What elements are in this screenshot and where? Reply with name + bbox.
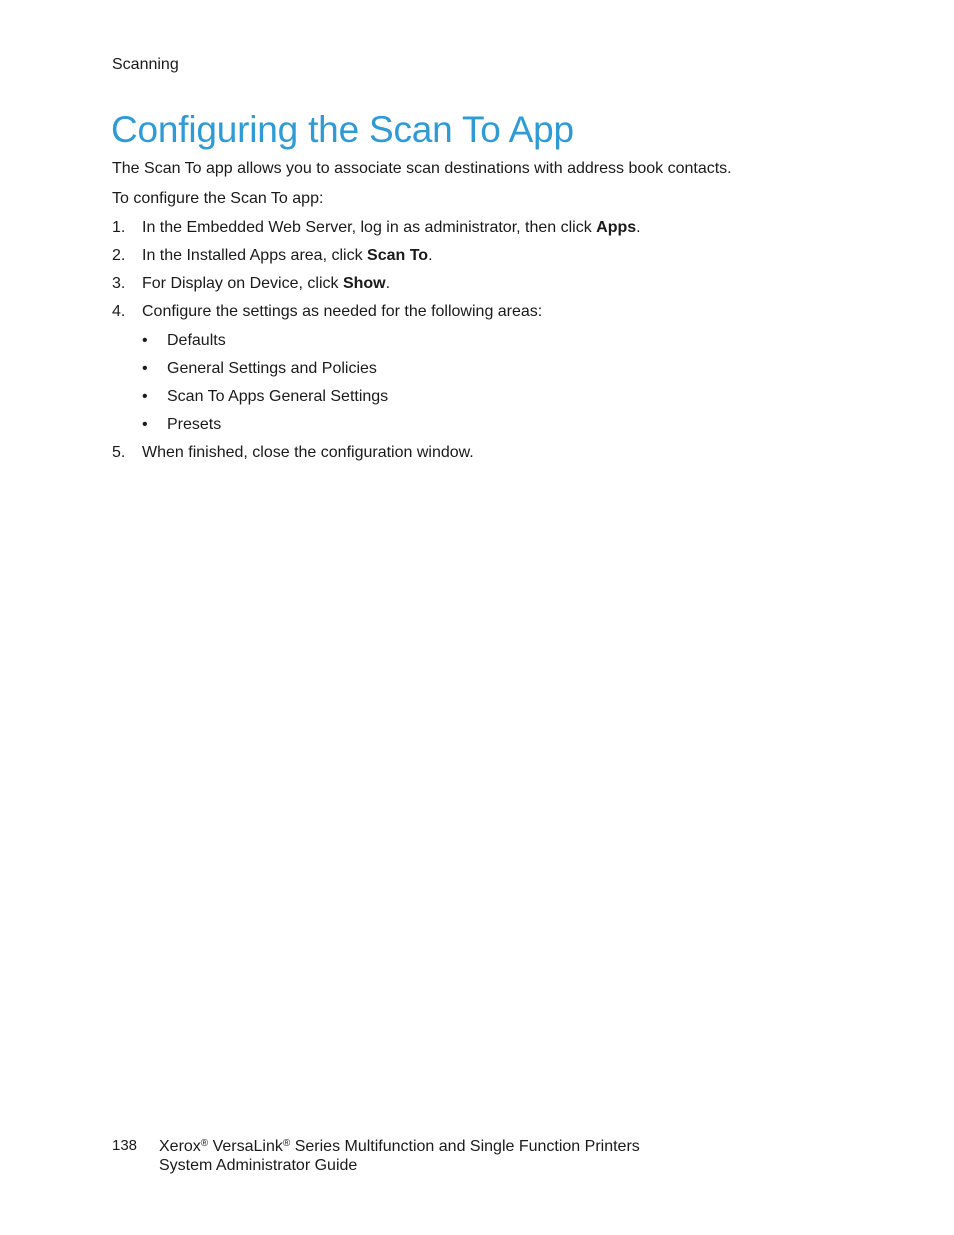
lead-in-paragraph: To configure the Scan To app: bbox=[112, 190, 324, 207]
step-bold-term: Apps bbox=[596, 219, 637, 236]
intro-paragraph: The Scan To app allows you to associate scan destinations with address book contacts. bbox=[112, 160, 732, 177]
step-text bbox=[142, 246, 433, 266]
step-bold-term: Show bbox=[342, 275, 386, 292]
bullet-item: General Settings and Policies bbox=[167, 360, 377, 377]
step-text bbox=[142, 218, 641, 238]
step-number: 1. bbox=[112, 219, 126, 236]
step-text-before: For Display on Device, click bbox=[142, 275, 343, 292]
step-number: 4. bbox=[112, 303, 126, 320]
footer-product-rest: Series Multifunction and Single Function Printers bbox=[290, 1138, 640, 1155]
bullet-icon: • bbox=[142, 416, 148, 433]
step-text-after: . bbox=[385, 275, 391, 292]
step-text: When finished, close the configuration window. bbox=[142, 444, 474, 461]
step-text: Configure the settings as needed for the following areas: bbox=[142, 303, 543, 320]
bullet-icon: • bbox=[142, 388, 148, 405]
step-number: 3. bbox=[112, 275, 126, 292]
footer-product-line bbox=[159, 1137, 640, 1157]
page-number: 138 bbox=[112, 1137, 138, 1154]
step-text-before: In the Installed Apps area, click bbox=[142, 247, 368, 264]
registered-mark: ® bbox=[282, 1138, 291, 1149]
footer-brand-versalink: VersaLink bbox=[208, 1138, 283, 1155]
footer-brand-xerox: Xerox bbox=[159, 1138, 201, 1155]
step-text-before: In the Embedded Web Server, log in as administrator, then click bbox=[142, 219, 597, 236]
bullet-icon: • bbox=[142, 332, 148, 349]
footer-guide-title: System Administrator Guide bbox=[159, 1157, 358, 1174]
step-number: 2. bbox=[112, 247, 126, 264]
section-header: Scanning bbox=[112, 56, 179, 73]
bullet-item: Presets bbox=[167, 416, 222, 433]
page-title: Configuring the Scan To App bbox=[111, 109, 574, 150]
step-text bbox=[142, 274, 390, 294]
step-bold-term: Scan To bbox=[367, 247, 429, 264]
step-text-after: . bbox=[636, 219, 641, 236]
step-text-after: . bbox=[428, 247, 433, 264]
registered-mark: ® bbox=[200, 1138, 209, 1149]
bullet-item: Scan To Apps General Settings bbox=[167, 388, 389, 405]
bullet-icon: • bbox=[142, 360, 148, 377]
bullet-item: Defaults bbox=[167, 332, 226, 349]
step-number: 5. bbox=[112, 444, 126, 461]
